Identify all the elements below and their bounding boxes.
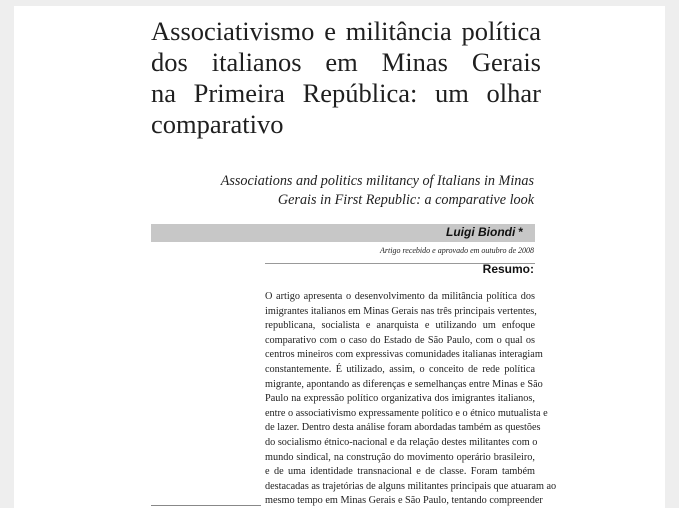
abstract-line: imigrantes italianos em Minas Gerais nas três principais vertentes, <box>265 305 537 317</box>
author-name: Luigi Biondi <box>446 225 516 239</box>
abstract-line: do socialismo étnico-nacional e da relação destes militantes com o <box>265 436 538 448</box>
author-footnote-mark: * <box>518 225 523 239</box>
author <box>446 225 523 239</box>
abstract-line: O artigo apresenta o desenvolvimento da militância política dos <box>265 291 535 302</box>
abstract-body <box>265 290 557 509</box>
abstract-line: comparativo com o caso do Estado de São Paulo, com o qual os <box>265 334 535 346</box>
abstract-line: e de uma identidade transnacional e de classe. Foram também <box>265 466 535 478</box>
abstract-line: destacadas as trajetórias de alguns militantes principais que atuaram ao <box>265 480 557 492</box>
article-title <box>151 16 541 140</box>
abstract-line: migrante, apontando as diferenças e semelhanças entre Minas e São <box>265 378 543 390</box>
title-line: comparativo <box>151 109 284 139</box>
english-title-line: Associations and politics militancy of Italians in Minas <box>220 173 534 189</box>
english-title-line: Gerais in First Republic: a comparative look <box>277 192 534 208</box>
viewer-border-top <box>0 0 679 6</box>
author-bar <box>151 224 535 242</box>
abstract-line: Paulo na expressão político organizativa dos imigrantes italianos, <box>265 393 535 405</box>
title-line: dos italianos em Minas Gerais <box>151 47 541 77</box>
abstract-line: constantemente. É utilizado, assim, o conceito de rede política <box>265 363 535 375</box>
abstract-line: entre o associativismo expressamente político e o étnico mutualista e <box>265 407 548 419</box>
title-line: na Primeira República: um olhar <box>151 78 541 108</box>
received-note: Artigo recebido e aprovado em outubro de 2008 <box>380 246 534 255</box>
abstract-line: mundo sindical, na construção do movimento operário brasileiro, <box>265 451 535 463</box>
abstract-line: de lazer. Dentro desta análise foram abordadas também as questões <box>265 422 541 434</box>
abstract-line: mesmo tempo em Minas Gerais e São Paulo, tentando compreender <box>265 495 543 507</box>
title-line: Associativismo e militância política <box>151 16 541 46</box>
abstract-line: centros mineiros com expressivas comunidades italianas interagiam <box>265 349 543 361</box>
viewer-border-right <box>665 0 679 508</box>
abstract-line: republicana, socialista e anarquista e utilizando um enfoque <box>265 320 535 332</box>
abstract-heading: Resumo: <box>482 262 534 276</box>
viewer-border-left <box>0 0 14 508</box>
english-title <box>180 172 534 210</box>
footnote-rule <box>151 505 261 506</box>
